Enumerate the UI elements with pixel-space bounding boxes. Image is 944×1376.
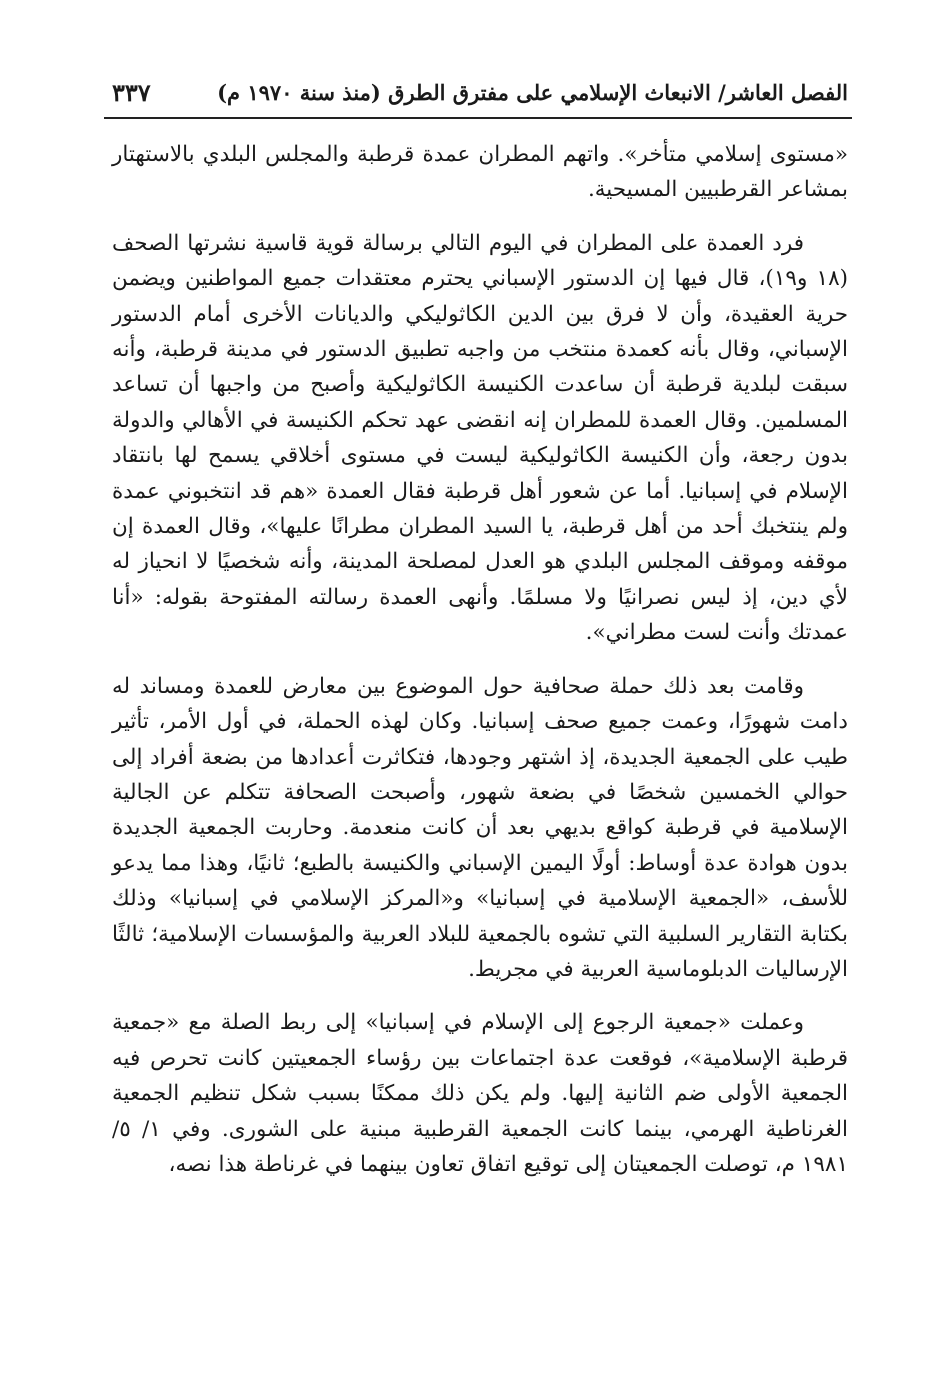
running-head bbox=[112, 72, 848, 112]
paragraph-associations bbox=[112, 1005, 848, 1182]
paragraph-mayor-reply: فرد العمدة على المطران في اليوم التالي برسالة قوية قاسية نشرتها الصحف (١٨ و١٩)، قال فيها إن الدستور الإسباني يحترم معتقدات جميع المواطنين ويضمن حرية العقيدة، وأن لا فرق بين الدين الكاثوليكي والديانات الأخرى أمام الدستور الإسباني، وقال بأنه كعمدة منتخب من واجبه تطبيق الدستور في مدينة قرطبة، وأنه سبقت لبلدية قرطبة أن ساعدت الكنيسة الكاثوليكية وأصبح من واجبها أن تساعد المسلمين. وقال العمدة للمطران إنه انقضى عهد تحكم الكنيسة في الأهالي والدولة بدون رجعة، وأن الكنيسة الكاثوليكية ليست في مستوى أخلاقي يسمح لها بانتقاد الإسلام في إسبانيا. أما عن شعور أهل قرطبة فقال العمدة «هم قد انتخبوني عمدة ولم ينتخبك أحد من أهل قرطبة، يا السيد المطران مطرانًا عليها»، وقال العمدة إن موقفه وموقف المجلس البلدي هو العدل لمصلحة المدينة، وأنه شخصيًا لا انحياز له لأي دين، إذ ليس نصرانيًا ولا مسلمًا. وأنهى العمدة رسالته المفتوحة بقوله: «أنا عمدتك وأنت لست مطراني». bbox=[112, 230, 849, 646]
chapter-title: الفصل العاشر/ الانبعاث الإسلامي على مفترق الطرق (منذ سنة ١٩٧٠ م) bbox=[217, 79, 848, 105]
page-number: ٣٣٧ bbox=[112, 77, 151, 107]
paragraph-press-campaign: وقامت بعد ذلك حملة صحافية حول الموضوع بين معارض للعمدة ومساند له دامت شهورًا، وعمت جميع صحف إسبانيا. وكان لهذه الحملة، في أول الأمر، تأثير طيب على الجمعية الجديدة، إذ اشتهر وجودها، فتكاثرت أعدادها من بضعة أفراد إلى حوالي الخمسين شخصًا في بضعة شهور، وأصبحت الصحافة تتكلم عن الجالية الإسلامية في قرطبة كواقع بديهي بعد أن كانت منعدمة. وحاربت الجمعية الجديدة بدون هوادة عدة أوساط: أولًا اليمين الإسباني والكنيسة بالطبع؛ ثانيًا، وهذا مما يدعو للأسف، «الجمعية الإسلامية في إسبانيا» و«المركز الإسلامي في إسبانيا» وذلك بكتابة التقارير السلبية التي تشوه بالجمعية للبلاد العربية والمؤسسات الإسلامية؛ ثالثًا الإرساليات الدبلوماسية العربية في مجريط. bbox=[112, 673, 848, 982]
paragraph-associations-last-line: ١٩٨١ م، توصلت الجمعيتان إلى توقيع اتفاق تعاون بينهما في غرناطة هذا نصه، bbox=[168, 1151, 848, 1177]
header-rule bbox=[104, 117, 852, 119]
body-text bbox=[112, 137, 848, 1182]
paragraph-continuation: «مستوى إسلامي متأخر». واتهم المطران عمدة قرطبة والمجلس البلدي بالاستهتار بمشاعر القرطبيين المسيحية. bbox=[112, 142, 848, 203]
paragraph-associations-text: وعملت «جمعية الرجوع إلى الإسلام في إسبانيا» إلى ربط الصلة مع «جمعية قرطبة الإسلامية»، فوقعت عدة اجتماعات بين رؤساء الجمعيتين كانت تحرص فيه الجمعية الأولى ضم الثانية إليها. ولم يكن ذلك ممكنًا بسبب شكل تنظيم الجمعية الغرناطية الهرمي، بينما كانت الجمعية القرطبية مبنية على الشورى. وفي ١/ ٥/ bbox=[112, 1010, 848, 1142]
